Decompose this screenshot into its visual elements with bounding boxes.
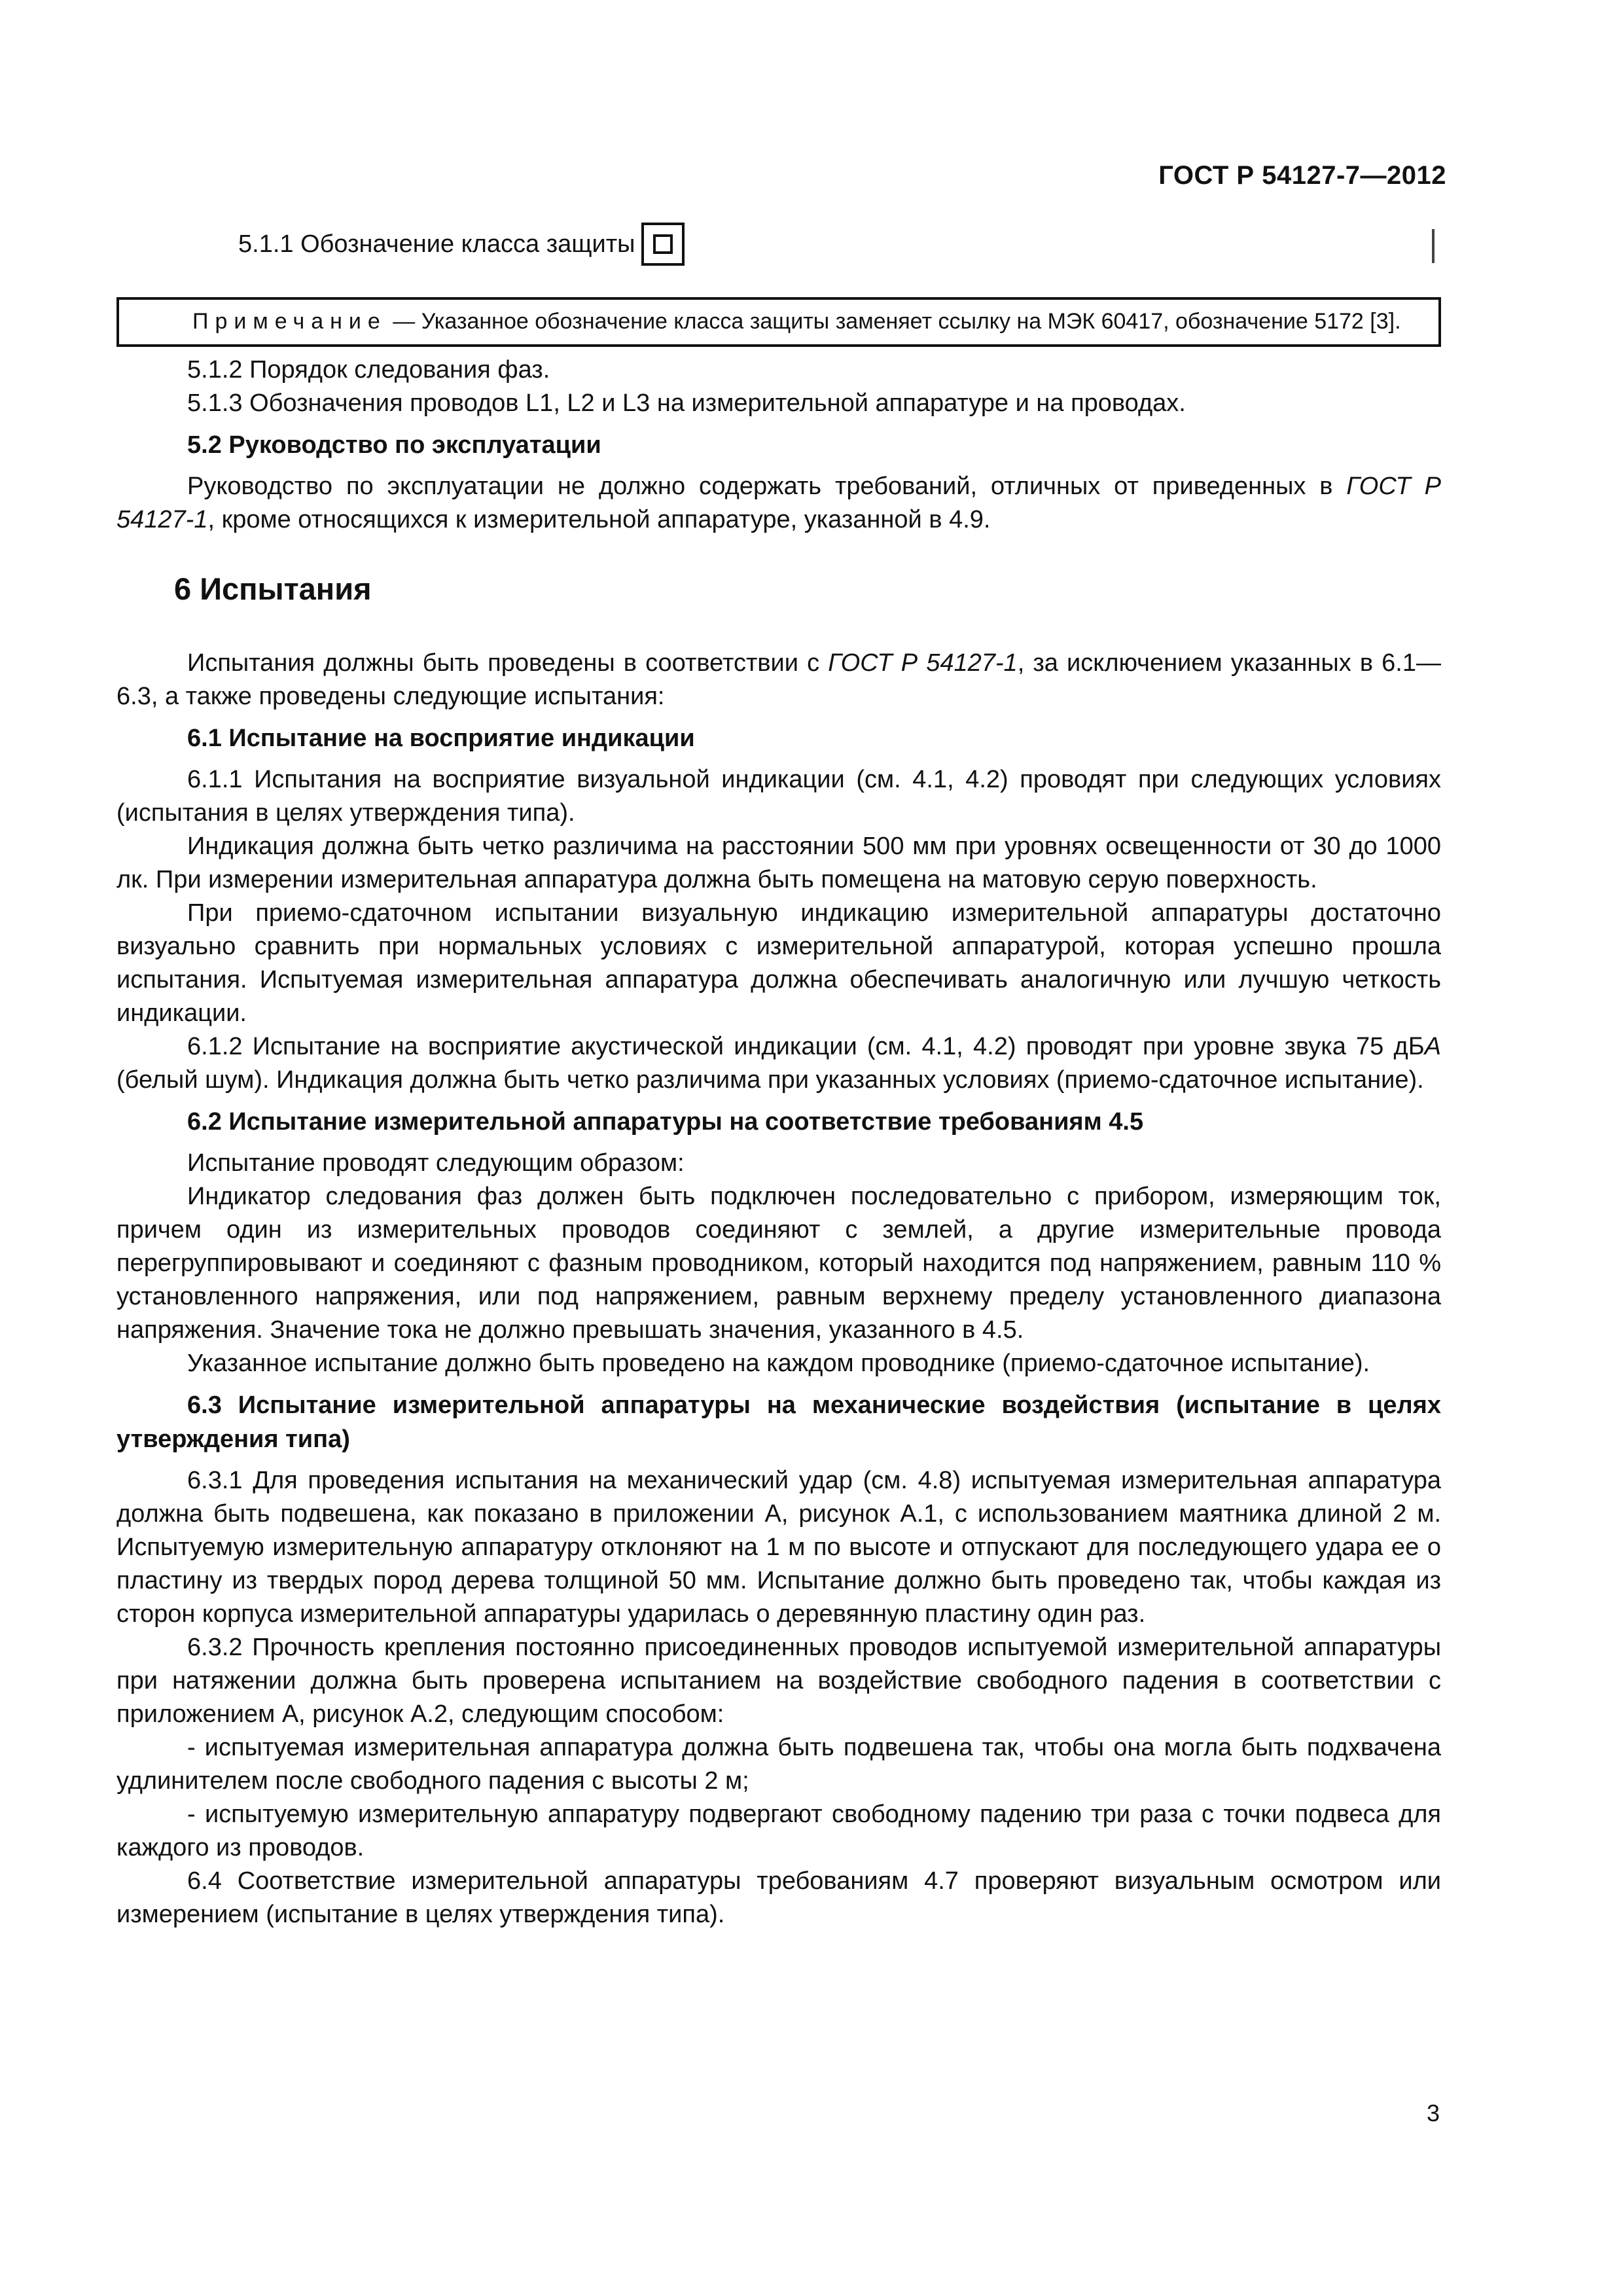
- s612-text-a: 6.1.2 Испытание на восприятие акустической индикации (см. 4.1, 4.2) проводят при уровне звука 75 дБ: [187, 1033, 1425, 1060]
- section-6-3-title: 6.3 Испытание измерительной аппаратуры на механические воздействия (испытание в целях утверждения типа): [116, 1391, 1441, 1453]
- clause-5-1-3: 5.1.3 Обозначения проводов L1, L2 и L3 на измерительной аппаратуре и на проводах.: [187, 389, 1186, 417]
- section-6-intro: [116, 647, 1441, 713]
- s6-ref: ГОСТ Р 54127-1: [828, 649, 1018, 677]
- note-box: [116, 297, 1441, 347]
- clause-6-1-1-p2: Индикация должна быть четко различима на расстоянии 500 мм при уровнях освещенности от 30 до 1000 лк. При измерении измерительная аппаратура должна быть помещена на матовую серую поверхность.: [116, 833, 1441, 893]
- section-6-2-p1: Испытание проводят следующим образом:: [187, 1149, 685, 1177]
- clause-6-4: 6.4 Соответствие измерительной аппаратуры требованиям 4.7 проверяют визуальным осмотром или измерением (испытание в целях утверждения типа).: [116, 1867, 1441, 1928]
- s612-unit: А: [1424, 1033, 1441, 1060]
- document-body: [116, 223, 1441, 1931]
- list-item: - испытуемую измерительную аппаратуру подвергают свободному падению три раза с точки подвеса для каждого из проводов.: [116, 1801, 1441, 1861]
- clause-5-1-1-text: 5.1.1 Обозначение класса защиты: [238, 230, 635, 258]
- standard-code: ГОСТ Р 54127-7—2012: [1158, 161, 1446, 190]
- clause-6-1-2: [116, 1030, 1441, 1097]
- clause-5-1-1: [116, 223, 1441, 266]
- section-6-title: 6 Испытания: [174, 571, 372, 606]
- list-item: - испытуемая измерительная аппаратура должна быть подвешена так, чтобы она могла быть подхвачена удлинителем после свободного падения с высоты 2 м;: [116, 1734, 1441, 1795]
- section-6-2-p2: Индикатор следования фаз должен быть подключен последовательно с прибором, измеряющим ток, причем один из измерительных проводов соединяют с землей, а другие измерительные провода перегруппировывают и соединяют с фазным проводником, который находится под напряжением, равным 110 % установленного напряжения, или под напряжением, равным верхнему пределу установленного диапазона напряжения. Значение тока не должно превышать значения, указанного в 4.5.: [116, 1183, 1441, 1344]
- clause-5-1-2: 5.1.2 Порядок следования фаз.: [187, 356, 550, 384]
- note-label: Примечание: [192, 309, 387, 334]
- s52-text-a: Руководство по эксплуатации не должно содержать требований, отличных от приведенных в: [187, 473, 1347, 500]
- s52-ref: ГОСТ Р 54127-1: [116, 473, 1441, 533]
- s6-text-a: Испытания должны быть проведены в соответствии с: [187, 649, 829, 677]
- clause-6-3-2: 6.3.2 Прочность крепления постоянно присоединенных проводов испытуемой измерительной аппаратуры при натяжении должна быть проверена испытанием на воздействие свободного падения в соответствии с приложением А, рисунок А.2, следующим способом:: [116, 1634, 1441, 1728]
- clause-6-1-1: 6.1.1 Испытания на восприятие визуальной индикации (см. 4.1, 4.2) проводят при следующих условиях (испытания в целях утверждения типа).: [116, 766, 1441, 827]
- clause-6-1-1-p3: При приемо-сдаточном испытании визуальную индикацию измерительной аппаратуры достаточно визуально сравнить при нормальных условиях с измерительной аппаратурой, которая успешно прошла испытания. Испытуемая измерительная аппаратура должна обеспечивать аналогичную или лучшую четкость индикации.: [116, 899, 1441, 1027]
- section-6-1-title: 6.1 Испытание на восприятие индикации: [187, 725, 695, 752]
- page-number: 3: [1426, 2100, 1440, 2126]
- protection-class-symbol-icon: [641, 223, 685, 266]
- s612-text-b: (белый шум). Индикация должна быть четко различима при указанных условиях (приемо-сдаточное испытание).: [116, 1066, 1424, 1094]
- note-text: — Указанное обозначение класса защиты заменяет ссылку на МЭК 60417, обозначение 5172 [3].: [386, 309, 1401, 334]
- section-6-2-title: 6.2 Испытание измерительной аппаратуры на соответствие требованиям 4.5: [187, 1108, 1144, 1136]
- clause-6-3-1: 6.3.1 Для проведения испытания на механический удар (см. 4.8) испытуемая измерительная аппаратура должна быть подвешена, как показано в приложении А, рисунок А.1, с использованием маятника длиной 2 м. Испытуемую измерительную аппаратуру отклоняют на 1 м по высоте и отпускают для последующего удара ее о пластину из твердых пород дерева толщиной 50 мм. Испытание должно быть проведено так, чтобы каждая из сторон корпуса измерительной аппаратуры ударилась о деревянную пластину один раз.: [116, 1467, 1441, 1628]
- section-6-2-p3: Указанное испытание должно быть проведено на каждом проводнике (приемо-сдаточное испытание).: [187, 1350, 1370, 1377]
- s52-text-b: , кроме относящихся к измерительной аппаратуре, указанной в 4.9.: [207, 506, 991, 533]
- s6-text-b: , за исключением указанных в 6.1—6.3, а также проведены следующие испытания:: [116, 649, 1441, 710]
- section-5-2-paragraph: [116, 470, 1441, 537]
- section-5-2-title: 5.2 Руководство по эксплуатации: [187, 431, 601, 459]
